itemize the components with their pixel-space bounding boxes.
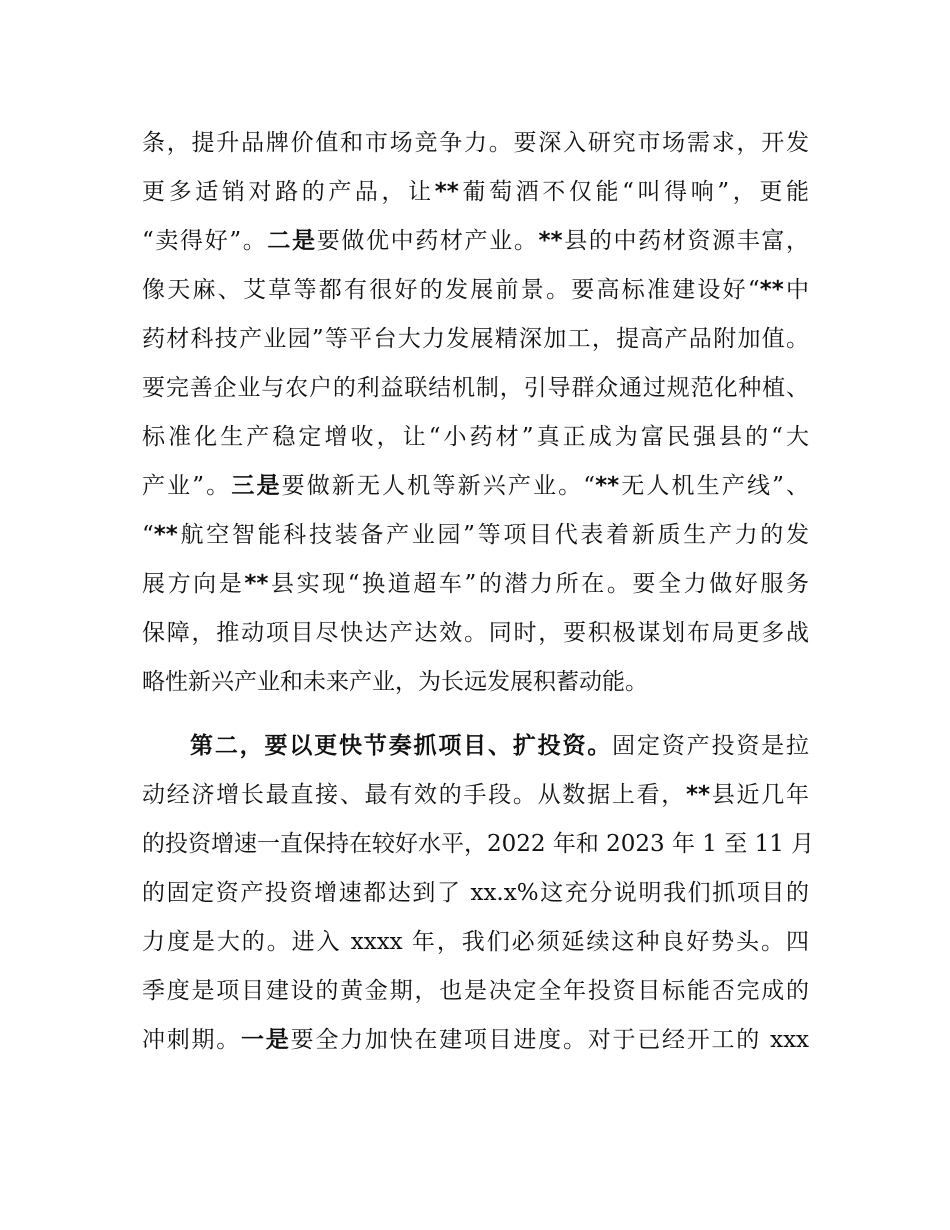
body-text: 药材科技产业园”等平台大力发展精深加工，提高产品附加值。	[142, 326, 809, 352]
bold-text: 二是	[267, 228, 317, 254]
paragraph-projects-investment	[142, 727, 815, 1070]
bold-text: **	[686, 782, 711, 808]
body-text: 标准化生产稳定增收，让“小药材”真正成为富民强县的“大	[142, 424, 809, 450]
body-text: 要完善企业与农户的利益联结机制，引导群众通过规范化种植、	[142, 375, 809, 401]
body-text: 要做新无人机等新兴产业。“	[281, 473, 596, 499]
text-line	[142, 565, 809, 614]
body-text: 更多适销对路的产品，让	[142, 179, 435, 205]
bold-text: **	[759, 277, 784, 303]
body-text: 固定资产投资是拉	[612, 733, 810, 759]
text-line	[142, 271, 809, 320]
body-text: 产业”。	[142, 473, 232, 499]
document-page	[142, 124, 815, 1070]
body-text: 中	[783, 277, 809, 303]
body-text: “	[142, 522, 154, 548]
body-text: 像天麻、艾草等都有很好的发展前景。要高标准建设好“	[142, 277, 760, 303]
body-text: “卖得好”。	[142, 228, 268, 254]
bold-text: 第二，要以更快节奏抓项目、扩投资。	[190, 733, 613, 759]
body-text: 力度是大的。进入 xxxx 年，我们必须延续这种良好势头。四	[142, 929, 809, 955]
bold-text: **	[595, 473, 620, 499]
body-text: 展方向是	[142, 571, 245, 597]
text-line	[142, 825, 815, 874]
text-line	[142, 923, 809, 972]
body-text: 县实现“换道超车”的潜力所在。要全力做好服务	[268, 571, 809, 597]
body-text: 无人机生产线”、	[619, 473, 810, 499]
body-text: 季度是项目建设的黄金期，也是决定全年投资目标能否完成的	[142, 978, 809, 1004]
text-line	[142, 972, 809, 1021]
body-text: 的投资增速一直保持在较好水平，2022 年和 2023 年 1 至 11 月	[142, 831, 815, 857]
paragraph-gap	[142, 712, 809, 727]
body-text: 航空智能科技装备产业园”等项目代表着新质生产力的发	[177, 522, 809, 548]
body-text: 冲刺期。	[142, 1027, 242, 1053]
body-text: 县近几年	[710, 782, 810, 808]
body-text: 保障，推动项目尽快达产达效。同时，要积极谋划布局更多战	[142, 620, 809, 646]
text-line	[142, 124, 809, 173]
paragraph-industries	[142, 124, 809, 712]
text-line	[142, 614, 809, 663]
bold-text: 三是	[231, 473, 282, 499]
text-line	[142, 418, 809, 467]
body-text: 条，提升品牌价值和市场竞争力。要深入研究市场需求，开发	[142, 130, 809, 156]
text-line	[142, 1021, 809, 1070]
body-text: 的固定资产投资增速都达到了 xx.x%这充分说明我们抓项目的	[142, 880, 809, 906]
body-text: 要全力加快在建项目进度。对于已经开工的 xxx	[290, 1027, 810, 1053]
text-line	[142, 663, 809, 712]
bold-text: **	[538, 228, 563, 254]
text-line	[142, 874, 809, 923]
text-line	[142, 173, 809, 222]
text-line	[142, 727, 809, 776]
text-line	[142, 516, 809, 565]
bold-text: **	[244, 571, 269, 597]
text-line	[142, 776, 809, 825]
bold-text: **	[434, 179, 459, 205]
text-line	[142, 369, 809, 418]
body-text: 葡萄酒不仅能“叫得响”，更能	[458, 179, 809, 205]
bold-text: **	[153, 522, 178, 548]
body-text: 动经济增长最直接、最有效的手段。从数据上看，	[142, 782, 687, 808]
text-line	[142, 222, 809, 271]
body-text: 县的中药材资源丰富，	[562, 228, 810, 254]
body-text: 略性新兴产业和未来产业，为长远发展积蓄动能。	[142, 669, 648, 695]
text-line	[142, 320, 809, 369]
bold-text: 一是	[241, 1027, 291, 1053]
body-text: 要做优中药材产业。	[316, 228, 539, 254]
text-line	[142, 467, 809, 516]
